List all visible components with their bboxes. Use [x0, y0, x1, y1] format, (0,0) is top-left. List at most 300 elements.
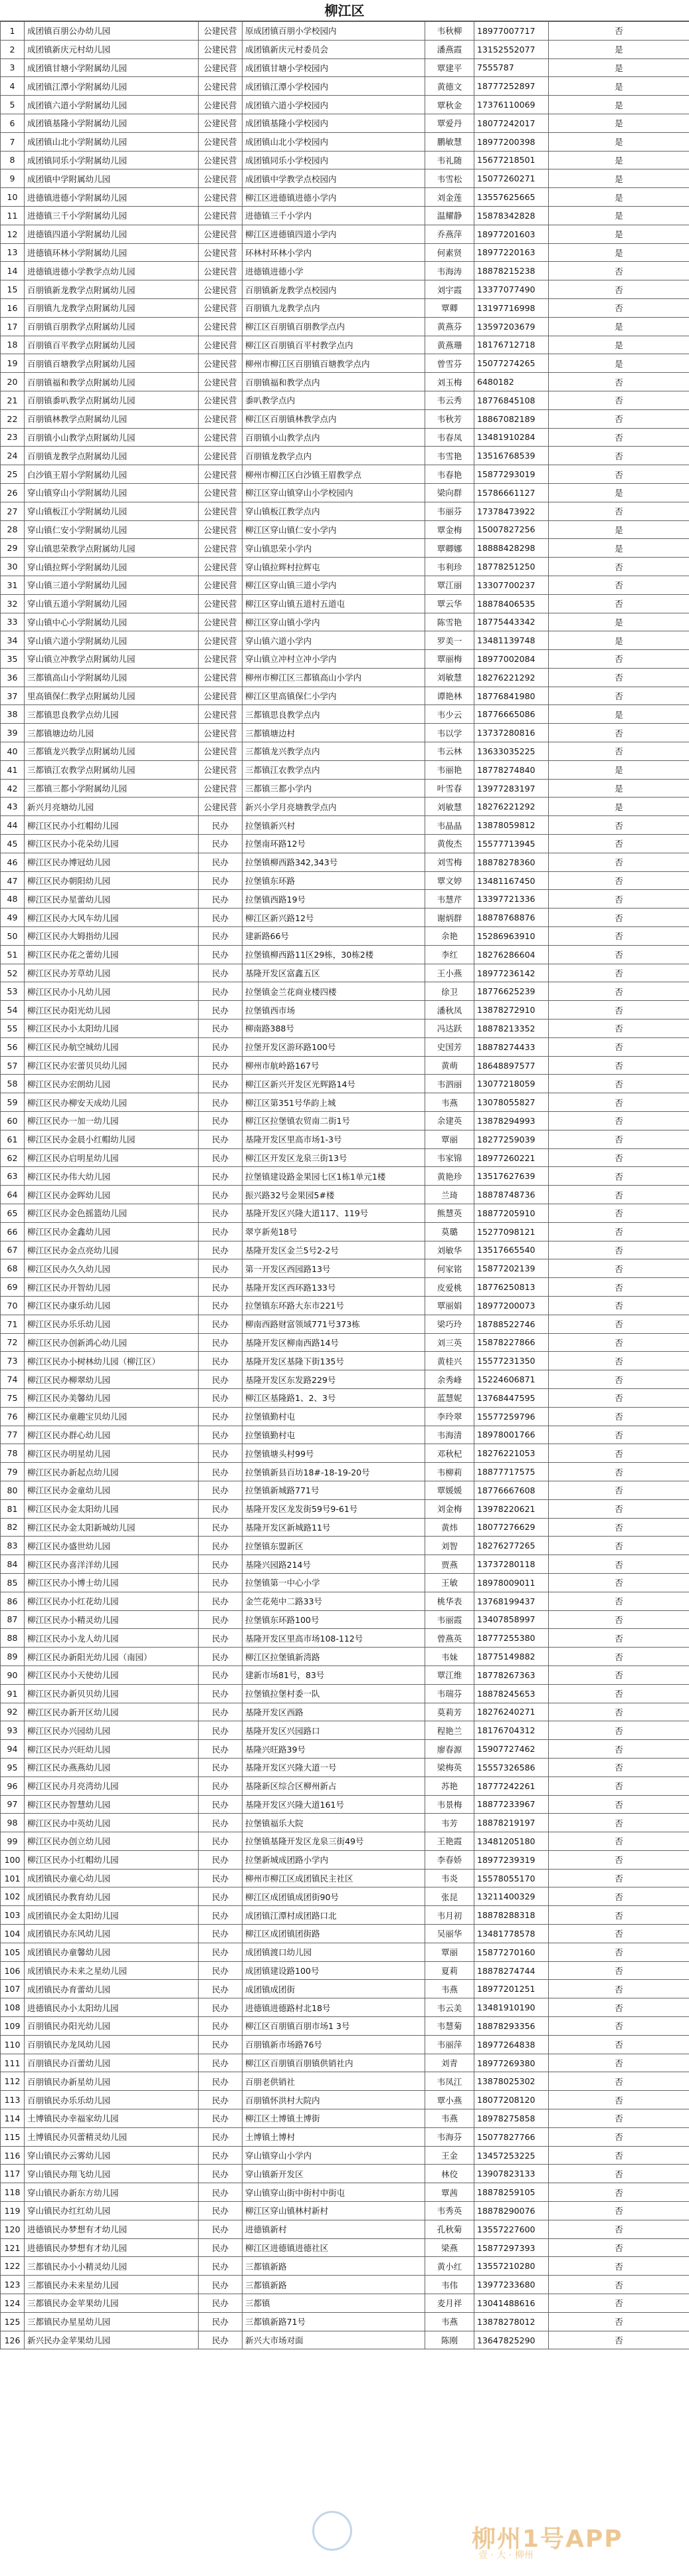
- status-flag: 否: [549, 373, 689, 391]
- address: 成团镇渡口幼儿园: [243, 1943, 425, 1961]
- ownership-type: 公建民营: [199, 798, 243, 816]
- phone-number: 15577713945: [474, 835, 549, 853]
- kindergarten-name: 百朋镇百平教学点附属幼儿园: [25, 336, 199, 354]
- table-row: [1, 1961, 689, 1980]
- ownership-type: 民办: [199, 1943, 243, 1961]
- row-number: 106: [1, 1961, 25, 1980]
- kindergarten-name: 柳江区民办金点亮幼儿园: [25, 1241, 199, 1259]
- address: 三都镇龙兴教学点内: [243, 742, 425, 761]
- table-row: [1, 1259, 689, 1278]
- row-number: 18: [1, 336, 25, 354]
- table-row: [1, 1703, 689, 1721]
- phone-number: 18777255380: [474, 1629, 549, 1648]
- contact-person: 梁巧玲: [425, 1315, 474, 1333]
- phone-number: 13307700237: [474, 576, 549, 594]
- ownership-type: 民办: [199, 1020, 243, 1038]
- phone-number: 15077274265: [474, 354, 549, 373]
- address: 成团镇江潭小学校园内: [243, 77, 425, 96]
- table-row: [1, 1167, 689, 1186]
- contact-person: 苏艳: [425, 1776, 474, 1795]
- row-number: 34: [1, 631, 25, 650]
- table-row: [1, 909, 689, 927]
- status-flag: 否: [549, 1112, 689, 1130]
- ownership-type: 民办: [199, 1925, 243, 1943]
- ownership-type: 公建民营: [199, 298, 243, 317]
- phone-number: 18878215238: [474, 262, 549, 280]
- kindergarten-name: 进德镇环林小学附属幼儿园: [25, 243, 199, 262]
- table-row: [1, 1499, 689, 1518]
- address: 柳江区新兴路12号: [243, 909, 425, 927]
- contact-person: 韦云林: [425, 742, 474, 761]
- ownership-type: 民办: [199, 1075, 243, 1093]
- status-flag: 否: [549, 982, 689, 1001]
- row-number: 100: [1, 1850, 25, 1869]
- address: 拉堡镇柳西路342,343号: [243, 853, 425, 871]
- table-row: [1, 871, 689, 890]
- table-row: [1, 1943, 689, 1961]
- contact-person: 叶雪春: [425, 779, 474, 798]
- kindergarten-name: 柳江区民办小龙人幼儿园: [25, 1629, 199, 1648]
- phone-number: 13647825290: [474, 2331, 549, 2349]
- contact-person: 韦云美: [425, 1998, 474, 2017]
- phone-number: 18878274433: [474, 1037, 549, 1056]
- table-row: [1, 2183, 689, 2202]
- phone-number: 18977201251: [474, 1980, 549, 1998]
- table-row: [1, 151, 689, 169]
- contact-person: 韦伟: [425, 2276, 474, 2294]
- status-flag: 否: [549, 871, 689, 890]
- contact-person: 刘玉梅: [425, 373, 474, 391]
- kindergarten-name: 三都镇民办金苹果幼儿园: [25, 2294, 199, 2313]
- kindergarten-name: 新兴民办金苹果幼儿园: [25, 2331, 199, 2349]
- address: 柳江区穿山镇五道村五道屯: [243, 594, 425, 613]
- kindergarten-name: 穿山镇穿山小学附属幼儿园: [25, 483, 199, 502]
- address: 进德镇新村: [243, 2220, 425, 2238]
- phone-number: 15286963910: [474, 927, 549, 946]
- address: 柳江区拉堡镇新湾路: [243, 1648, 425, 1666]
- ownership-type: 公建民营: [199, 40, 243, 58]
- ownership-type: 民办: [199, 1370, 243, 1389]
- ownership-type: 公建民营: [199, 779, 243, 798]
- kindergarten-name: 穿山镇板江小学附属幼儿园: [25, 502, 199, 520]
- table-row: [1, 225, 689, 243]
- contact-person: 兰琦: [425, 1186, 474, 1204]
- kindergarten-name: 进德镇民办梦想有才幼儿园: [25, 2220, 199, 2238]
- row-number: 84: [1, 1555, 25, 1574]
- ownership-type: 民办: [199, 1315, 243, 1333]
- row-number: 119: [1, 2202, 25, 2220]
- status-flag: 否: [549, 1592, 689, 1610]
- row-number: 55: [1, 1020, 25, 1038]
- contact-person: 鹏敏慧: [425, 132, 474, 151]
- status-flag: 是: [549, 188, 689, 207]
- row-number: 33: [1, 613, 25, 631]
- table-row: [1, 1906, 689, 1925]
- status-flag: 否: [549, 2017, 689, 2036]
- contact-person: 桃华表: [425, 1592, 474, 1610]
- row-number: 64: [1, 1186, 25, 1204]
- phone-number: 18777242261: [474, 1776, 549, 1795]
- address: 柳州市柳江区成团镇民主社区: [243, 1869, 425, 1887]
- contact-person: 覃金梅: [425, 520, 474, 539]
- address: 百朋镇福和教学点内: [243, 373, 425, 391]
- table-row: [1, 280, 689, 299]
- kindergarten-name: 柳江区民办小树林幼儿园（柳江区）: [25, 1352, 199, 1370]
- row-number: 96: [1, 1776, 25, 1795]
- phone-number: 18978001766: [474, 1426, 549, 1444]
- table-row: [1, 2312, 689, 2331]
- contact-person: 韦云秀: [425, 391, 474, 409]
- contact-person: 韦燕: [425, 2312, 474, 2331]
- table-row: [1, 687, 689, 705]
- contact-person: 刘智: [425, 1537, 474, 1555]
- table-row: [1, 705, 689, 724]
- ownership-type: 民办: [199, 1665, 243, 1684]
- kindergarten-name: 柳江区民办中英幼儿园: [25, 1814, 199, 1832]
- status-flag: 否: [549, 1795, 689, 1814]
- ownership-type: 民办: [199, 2054, 243, 2072]
- status-flag: 否: [549, 558, 689, 576]
- table-row: [1, 982, 689, 1001]
- ownership-type: 民办: [199, 1167, 243, 1186]
- status-flag: 否: [549, 1001, 689, 1020]
- table-row: [1, 2165, 689, 2183]
- table-row: [1, 1463, 689, 1481]
- row-number: 121: [1, 2238, 25, 2257]
- kindergarten-name: 百朋镇九龙教学点附属幼儿园: [25, 298, 199, 317]
- status-flag: 否: [549, 1370, 689, 1389]
- address: 拉堡镇福乐大院: [243, 1814, 425, 1832]
- status-flag: 否: [549, 594, 689, 613]
- phone-number: 18977269380: [474, 2054, 549, 2072]
- address: 建新路66号: [243, 927, 425, 946]
- phone-number: 13078055827: [474, 1093, 549, 1112]
- kindergarten-name: 柳江区民办美馨幼儿园: [25, 1388, 199, 1407]
- kindergarten-name: 成团镇江潭小学附属幼儿园: [25, 77, 199, 96]
- address: 拉堡南环路12号: [243, 835, 425, 853]
- contact-person: 韦芳: [425, 1814, 474, 1832]
- table-row: [1, 2276, 689, 2294]
- kindergarten-name: 成团镇六道小学附属幼儿园: [25, 96, 199, 114]
- kindergarten-name: 成团镇新庆元村幼儿园: [25, 40, 199, 58]
- address: 拉堡镇东盟新区: [243, 1537, 425, 1555]
- ownership-type: 民办: [199, 1555, 243, 1574]
- status-flag: 是: [549, 336, 689, 354]
- table-row: [1, 1980, 689, 1998]
- kindergarten-name: 柳江区民办金童幼儿园: [25, 1481, 199, 1499]
- row-number: 30: [1, 558, 25, 576]
- phone-number: 18977264838: [474, 2035, 549, 2054]
- address: 基隆开发区兴隆大道一号: [243, 1758, 425, 1776]
- contact-person: 覃江丽: [425, 576, 474, 594]
- ownership-type: 公建民营: [199, 668, 243, 687]
- row-number: 1: [1, 22, 25, 41]
- ownership-type: 民办: [199, 1001, 243, 1020]
- table-row: [1, 298, 689, 317]
- row-number: 46: [1, 853, 25, 871]
- contact-person: 皮爱桃: [425, 1278, 474, 1297]
- status-flag: 否: [549, 2054, 689, 2072]
- kindergarten-name: 三都镇民办星星幼儿园: [25, 2312, 199, 2331]
- kindergarten-name: 三都镇三都小学附属幼儿园: [25, 779, 199, 798]
- table-row: [1, 2017, 689, 2036]
- kindergarten-name: 成团镇民办童心幼儿园: [25, 1869, 199, 1887]
- contact-person: 刘宇霞: [425, 280, 474, 299]
- contact-person: 李红: [425, 945, 474, 964]
- phone-number: 18276277265: [474, 1537, 549, 1555]
- status-flag: 否: [549, 1093, 689, 1112]
- status-flag: 否: [549, 1037, 689, 1056]
- contact-person: 林佼: [425, 2165, 474, 2183]
- phone-number: 18888428298: [474, 539, 549, 558]
- phone-number: 13197716998: [474, 298, 549, 317]
- ownership-type: 民办: [199, 1850, 243, 1869]
- address: 柳江区穿山镇穿山小学校园内: [243, 483, 425, 502]
- address: 三都镇江农教学点内: [243, 760, 425, 779]
- address: 柳江区百朋镇百朋教学点内: [243, 317, 425, 336]
- kindergarten-name: 柳江区民办小红帽幼儿园: [25, 816, 199, 835]
- kindergarten-name: 柳江区民办金晖幼儿园: [25, 1186, 199, 1204]
- row-number: 20: [1, 373, 25, 391]
- kindergarten-name: 柳江区民办喜洋洋幼儿园: [25, 1555, 199, 1574]
- table-row: [1, 1481, 689, 1499]
- table-row: [1, 77, 689, 96]
- phone-number: 13517627639: [474, 1167, 549, 1186]
- contact-person: 韦泗丽: [425, 1075, 474, 1093]
- status-flag: 是: [549, 539, 689, 558]
- ownership-type: 公建民营: [199, 576, 243, 594]
- row-number: 91: [1, 1684, 25, 1703]
- contact-person: 王艳霞: [425, 1832, 474, 1851]
- status-flag: 否: [549, 1499, 689, 1518]
- kindergarten-name: 穿山镇民办新东方幼儿园: [25, 2183, 199, 2202]
- address: 拉堡镇勤村屯: [243, 1407, 425, 1426]
- row-number: 87: [1, 1610, 25, 1629]
- row-number: 125: [1, 2312, 25, 2331]
- phone-number: 13377077490: [474, 280, 549, 299]
- status-flag: 否: [549, 1315, 689, 1333]
- status-flag: 否: [549, 2146, 689, 2165]
- phone-number: 13737280816: [474, 724, 549, 742]
- contact-person: 覃丽梅: [425, 650, 474, 669]
- table-row: [1, 373, 689, 391]
- row-number: 24: [1, 447, 25, 465]
- row-number: 65: [1, 1204, 25, 1223]
- address: 拉堡镇西市场: [243, 1001, 425, 1020]
- ownership-type: 民办: [199, 1112, 243, 1130]
- address: 柳州市航岭路167号: [243, 1056, 425, 1075]
- phone-number: 13407858997: [474, 1610, 549, 1629]
- address: 成团镇新庆元村委员会: [243, 40, 425, 58]
- phone-number: 13481910190: [474, 1998, 549, 2017]
- table-row: [1, 1093, 689, 1112]
- contact-person: 韦丽芬: [425, 502, 474, 520]
- address: 柳州市柳江区白沙镇王眉教学点: [243, 465, 425, 484]
- contact-person: 覃小燕: [425, 2091, 474, 2109]
- table-row: [1, 1887, 689, 1906]
- ownership-type: 民办: [199, 1499, 243, 1518]
- table-row: [1, 945, 689, 964]
- address: 拉堡镇第一中心小学: [243, 1573, 425, 1592]
- status-flag: 否: [549, 1555, 689, 1574]
- row-number: 3: [1, 58, 25, 77]
- kindergarten-name: 柳江区民办小博士幼儿园: [25, 1573, 199, 1592]
- address: 拉堡镇新城路771号: [243, 1481, 425, 1499]
- row-number: 83: [1, 1537, 25, 1555]
- kindergarten-name: 柳江区民办新开区幼儿园: [25, 1703, 199, 1721]
- address: 基隆开发区新城路11号: [243, 1518, 425, 1537]
- phone-number: 15877270160: [474, 1943, 549, 1961]
- table-row: [1, 1814, 689, 1832]
- contact-person: 黄俊杰: [425, 835, 474, 853]
- table-row: [1, 409, 689, 428]
- contact-person: 覃卿: [425, 298, 474, 317]
- phone-number: 13152552077: [474, 40, 549, 58]
- contact-person: 潘秋凤: [425, 1001, 474, 1020]
- table-row: [1, 1592, 689, 1610]
- kindergarten-name: 白沙镇王眉小学附属幼儿园: [25, 465, 199, 484]
- phone-number: 18977200398: [474, 132, 549, 151]
- address: 百朋镇九龙教学点内: [243, 298, 425, 317]
- address: 柳江区里高镇保仁小学内: [243, 687, 425, 705]
- status-flag: 否: [549, 1407, 689, 1426]
- address: 拉堡镇新兴村: [243, 816, 425, 835]
- status-flag: 是: [549, 225, 689, 243]
- row-number: 111: [1, 2054, 25, 2072]
- ownership-type: 公建民营: [199, 724, 243, 742]
- row-number: 53: [1, 982, 25, 1001]
- ownership-type: 民办: [199, 1776, 243, 1795]
- status-flag: 否: [549, 1296, 689, 1315]
- kindergarten-name: 三都镇民办未来星幼儿园: [25, 2276, 199, 2294]
- kindergarten-name: 穿山镇民办云雾幼儿园: [25, 2146, 199, 2165]
- table-row: [1, 465, 689, 484]
- contact-person: 韦礼随: [425, 151, 474, 169]
- status-flag: 是: [549, 705, 689, 724]
- kindergarten-name: 柳江区民办芳草幼儿园: [25, 964, 199, 982]
- kindergarten-name: 穿山镇民办红红幼儿园: [25, 2202, 199, 2220]
- ownership-type: 民办: [199, 1130, 243, 1148]
- phone-number: 18977200073: [474, 1296, 549, 1315]
- ownership-type: 民办: [199, 1056, 243, 1075]
- kindergarten-name: 柳江区民办兴旺幼儿园: [25, 1740, 199, 1759]
- row-number: 12: [1, 225, 25, 243]
- table-row: [1, 1296, 689, 1315]
- kindergarten-name: 百朋镇民办乐乐幼儿园: [25, 2091, 199, 2109]
- address: 拉堡镇新县百坊18#-18-19-20号: [243, 1463, 425, 1481]
- address: 穿山镇思荣小学内: [243, 539, 425, 558]
- ownership-type: 民办: [199, 2017, 243, 2036]
- row-number: 38: [1, 705, 25, 724]
- address: 三都镇塘边村: [243, 724, 425, 742]
- table-row: [1, 2331, 689, 2349]
- row-number: 122: [1, 2257, 25, 2276]
- status-flag: 否: [549, 465, 689, 484]
- contact-person: 王金: [425, 2146, 474, 2165]
- address: 拉堡镇基隆开发区龙泉三街49号: [243, 1832, 425, 1851]
- table-row: [1, 1629, 689, 1648]
- address: 柳江区穿山镇林村新村: [243, 2202, 425, 2220]
- row-number: 9: [1, 169, 25, 188]
- status-flag: 是: [549, 58, 689, 77]
- phone-number: 18776667608: [474, 1481, 549, 1499]
- contact-person: 韦以学: [425, 724, 474, 742]
- kindergarten-name: 百朋镇百塘教学点附属幼儿园: [25, 354, 199, 373]
- status-flag: 否: [549, 1130, 689, 1148]
- address: 基隆开发区金兰5号2-2号: [243, 1241, 425, 1259]
- kindergarten-name: 百朋镇百朋教学点附属幼儿园: [25, 317, 199, 336]
- ownership-type: 民办: [199, 1961, 243, 1980]
- contact-person: 黄桂兴: [425, 1352, 474, 1370]
- contact-person: 黄小红: [425, 2257, 474, 2276]
- row-number: 32: [1, 594, 25, 613]
- kindergarten-name: 成团镇甘塘小学附属幼儿园: [25, 58, 199, 77]
- ownership-type: 民办: [199, 1721, 243, 1740]
- phone-number: 18878274744: [474, 1961, 549, 1980]
- table-row: [1, 1001, 689, 1020]
- row-number: 7: [1, 132, 25, 151]
- kindergarten-name: 柳江区民办明星幼儿园: [25, 1444, 199, 1463]
- kindergarten-name: 百朋镇民办百蕾幼儿园: [25, 2054, 199, 2072]
- ownership-type: 民办: [199, 1906, 243, 1925]
- contact-person: 韦家锦: [425, 1148, 474, 1167]
- ownership-type: 民办: [199, 890, 243, 909]
- address: 基隆开发区兴隆大道117、119号: [243, 1204, 425, 1223]
- contact-person: 韦凤江: [425, 2072, 474, 2091]
- status-flag: 否: [549, 1573, 689, 1592]
- table-row: [1, 1518, 689, 1537]
- phone-number: 13517665540: [474, 1241, 549, 1259]
- status-flag: 否: [549, 409, 689, 428]
- phone-number: 18276240271: [474, 1703, 549, 1721]
- address: 穿山镇六道小学内: [243, 631, 425, 650]
- row-number: 45: [1, 835, 25, 853]
- table-row: [1, 206, 689, 225]
- sheet-title: 柳江区: [0, 0, 689, 21]
- address: 三都镇思良教学点内: [243, 705, 425, 724]
- kindergarten-name: 柳江区民办新贝贝幼儿园: [25, 1684, 199, 1703]
- address: 成团镇中学教学点校园内: [243, 169, 425, 188]
- row-number: 112: [1, 2072, 25, 2091]
- status-flag: 否: [549, 391, 689, 409]
- address: 新兴小学月亮塘教学点内: [243, 798, 425, 816]
- phone-number: 15878342828: [474, 206, 549, 225]
- kindergarten-name: 百朋镇民办新星幼儿园: [25, 2072, 199, 2091]
- status-flag: 否: [549, 428, 689, 447]
- phone-number: 18878748736: [474, 1186, 549, 1204]
- contact-person: 韦燕: [425, 2109, 474, 2128]
- row-number: 40: [1, 742, 25, 761]
- ownership-type: 公建民营: [199, 77, 243, 96]
- kindergarten-name: 柳江区民办燕燕幼儿园: [25, 1758, 199, 1776]
- table-row: [1, 2091, 689, 2109]
- row-number: 44: [1, 816, 25, 835]
- phone-number: 18877205910: [474, 1204, 549, 1223]
- address: 土博镇土博村: [243, 2127, 425, 2146]
- status-flag: 否: [549, 1020, 689, 1038]
- table-row: [1, 1758, 689, 1776]
- row-number: 71: [1, 1315, 25, 1333]
- address: 三都镇新路: [243, 2276, 425, 2294]
- row-number: 89: [1, 1648, 25, 1666]
- row-number: 61: [1, 1130, 25, 1148]
- row-number: 5: [1, 96, 25, 114]
- contact-person: 韦秋柳: [425, 22, 474, 41]
- phone-number: 18877233967: [474, 1795, 549, 1814]
- phone-number: 18776250813: [474, 1278, 549, 1297]
- table-row: [1, 2294, 689, 2313]
- status-flag: 是: [549, 798, 689, 816]
